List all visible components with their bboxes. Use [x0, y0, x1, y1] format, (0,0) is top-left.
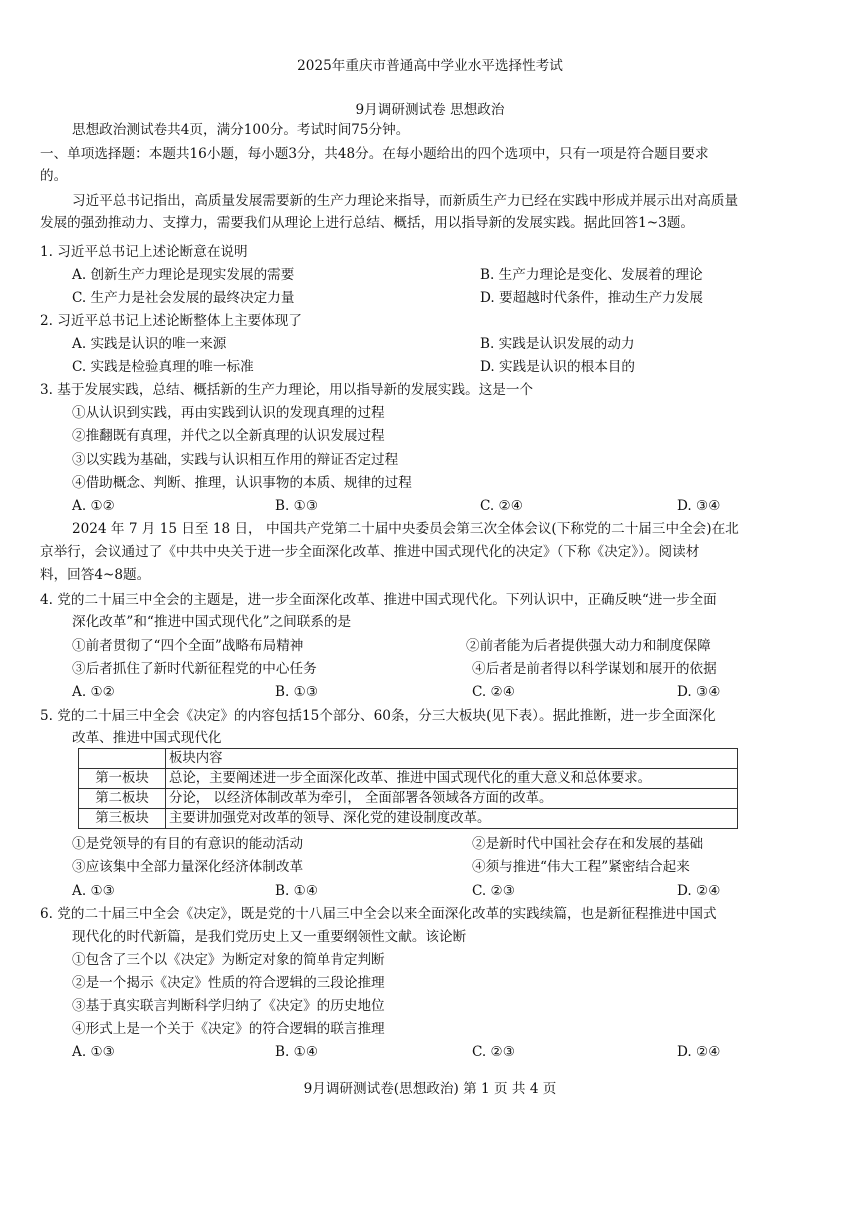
q5-option-b: B. ①④: [275, 883, 319, 899]
q4-option-c: C. ②④: [472, 684, 515, 700]
q4-stem-line1: 4. 党的二十届三中全会的主题是，进一步全面深化改革、推进中国式现代化。下列认识中，正确反映“进一步全面: [40, 592, 717, 608]
q3-option-c: C. ②④: [480, 498, 523, 514]
q4-statement-3: ③后者抓住了新时代新征程党的中心任务: [72, 661, 317, 677]
q3-statement-4: ④借助概念、判断、推理，认识事物的本质、规律的过程: [72, 475, 412, 491]
table-cell: 第二板块: [79, 789, 166, 809]
material2-line1: 2024 年 7 月 15 日至 18 日， 中国共产党第二十届中央委员会第三次全体会议(下称党的二十届三中全会)在北: [72, 521, 739, 537]
table-row: [79, 789, 738, 809]
q3-option-d: D. ③④: [677, 498, 721, 514]
q5-option-d: D. ②④: [677, 883, 721, 899]
q5-stem-line2: 改革、推进中国式现代化: [72, 730, 222, 746]
q5-statement-2: ②是新时代中国社会存在和发展的基础: [472, 836, 704, 852]
material2-line2: 京举行，会议通过了《中共中央关于进一步全面深化改革、推进中国式现代化的决定》（下称《决定》）。阅读材: [40, 544, 700, 560]
q6-option-d: D. ②④: [677, 1044, 721, 1060]
q2-option-d: D. 实践是认识的根本目的: [480, 359, 635, 375]
q3-option-a: A. ①②: [72, 498, 115, 514]
q6-statement-4: ④形式上是一个关于《决定》的符合逻辑的联言推理: [72, 1021, 385, 1037]
material1-line1: 习近平总书记指出，高质量发展需要新的生产力理论来指导，而新质生产力已经在实践中形成并展示出对高质量: [72, 193, 739, 209]
q4-option-a: A. ①②: [72, 684, 115, 700]
q2-option-c: C. 实践是检验真理的唯一标准: [72, 359, 254, 375]
material2-line3: 料，回答4~8题。: [40, 567, 151, 583]
q3-statement-1: ①从认识到实践，再由实践到认识的发现真理的过程: [72, 405, 385, 421]
q4-statement-1: ①前者贯彻了“四个全面”战略布局精神: [72, 638, 304, 654]
q6-option-a: A. ①③: [72, 1044, 115, 1060]
q6-option-c: C. ②③: [472, 1044, 515, 1060]
q3-option-b: B. ①③: [275, 498, 319, 514]
table-cell: 第三板块: [79, 809, 166, 829]
q3-statement-2: ②推翻既有真理，并代之以全新真理的认识发展过程: [72, 428, 385, 444]
q5-statement-1: ①是党领导的有目的有意识的能动活动: [72, 836, 304, 852]
q3-stem: 3. 基于发展实践，总结、概括新的生产力理论，用以指导新的发展实践。这是一个: [40, 382, 534, 398]
q1-option-c: C. 生产力是社会发展的最终决定力量: [72, 290, 295, 306]
q5-stem-line1: 5. 党的二十届三中全会《决定》的内容包括15个部分、60条，分三大板块(见下表）。据此推断，进一步全面深化: [40, 708, 716, 724]
q4-option-d: D. ③④: [677, 684, 721, 700]
material1-line2: 发展的强劲推动力、支撑力，需要我们从理论上进行总结、概括，用以指导新的发展实践。据此回答1~3题。: [40, 215, 694, 231]
table-row: [79, 809, 738, 829]
q5-option-a: A. ①③: [72, 883, 115, 899]
q4-stem-line2: 深化改革”和“推进中国式现代化”之间联系的是: [72, 614, 352, 630]
q2-option-a: A. 实践是认识的唯一来源: [72, 336, 227, 352]
q5-statement-4: ④须与推进“伟大工程”紧密结合起来: [472, 859, 690, 875]
table-header-row: [79, 749, 738, 769]
q1-option-a: A. 创新生产力理论是现实发展的需要: [72, 267, 295, 283]
q4-statement-2: ②前者能为后者提供强大动力和制度保障: [466, 638, 711, 654]
q6-stem-line2: 现代化的时代新篇，是我们党历史上又一重要纲领性文献。该论断: [72, 929, 467, 945]
section-heading-line1: 一、单项选择题：本题共16小题，每小题3分，共48分。在每小题给出的四个选项中，只有一项是符合题目要求: [40, 146, 709, 162]
table-cell: 第一板块: [79, 769, 166, 789]
table-cell: 分论， 以经济体制改革为牵引， 全面部署各领域各方面的改革。: [166, 789, 738, 809]
q6-option-b: B. ①④: [275, 1044, 319, 1060]
q6-statement-3: ③基于真实联言判断科学归纳了《决定》的历史地位: [72, 998, 385, 1014]
q6-statement-2: ②是一个揭示《决定》性质的符合逻辑的三段论推理: [72, 975, 385, 991]
q1-option-b: B. 生产力理论是变化、发展着的理论: [480, 267, 703, 283]
page-footer: 9月调研测试卷(思想政治) 第 1 页 共 4 页: [303, 1081, 557, 1097]
exam-info: 思想政治测试卷共4页，满分100分。考试时间75分钟。: [72, 122, 410, 138]
q6-statement-1: ①包含了三个以《决定》为断定对象的简单肯定判断: [72, 952, 385, 968]
q6-stem-line1: 6. 党的二十届三中全会《决定》，既是党的十八届三中全会以来全面深化改革的实践续篇，也是新征程推进中国式: [40, 906, 717, 922]
table-cell: 总论，主要阐述进一步全面深化改革、推进中国式现代化的重大意义和总体要求。: [166, 769, 738, 789]
q5-statement-3: ③应该集中全部力量深化经济体制改革: [72, 859, 304, 875]
q3-statement-3: ③以实践为基础，实践与认识相互作用的辩证否定过程: [72, 452, 399, 468]
exam-subtitle: 9月调研测试卷 思想政治: [355, 102, 505, 118]
q4-option-b: B. ①③: [275, 684, 319, 700]
q5-table: [78, 748, 738, 829]
exam-title: 2025年重庆市普通高中学业水平选择性考试: [297, 58, 563, 74]
q2-stem: 2. 习近平总书记上述论断整体上主要体现了: [40, 313, 302, 329]
table-row: [79, 769, 738, 789]
q5-option-c: C. ②③: [472, 883, 515, 899]
q2-option-b: B. 实践是认识发展的动力: [480, 336, 635, 352]
q4-statement-4: ④后者是前者得以科学谋划和展开的依据: [472, 661, 717, 677]
table-header-cell: 板块内容: [166, 749, 738, 769]
section-heading-line2: 的。: [40, 168, 68, 184]
q1-option-d: D. 要超越时代条件，推动生产力发展: [480, 290, 703, 306]
table-header-cell: [79, 749, 166, 769]
table-cell: 主要讲加强党对改革的领导、深化党的建设制度改革。: [166, 809, 738, 829]
q1-stem: 1. 习近平总书记上述论断意在说明: [40, 244, 248, 260]
